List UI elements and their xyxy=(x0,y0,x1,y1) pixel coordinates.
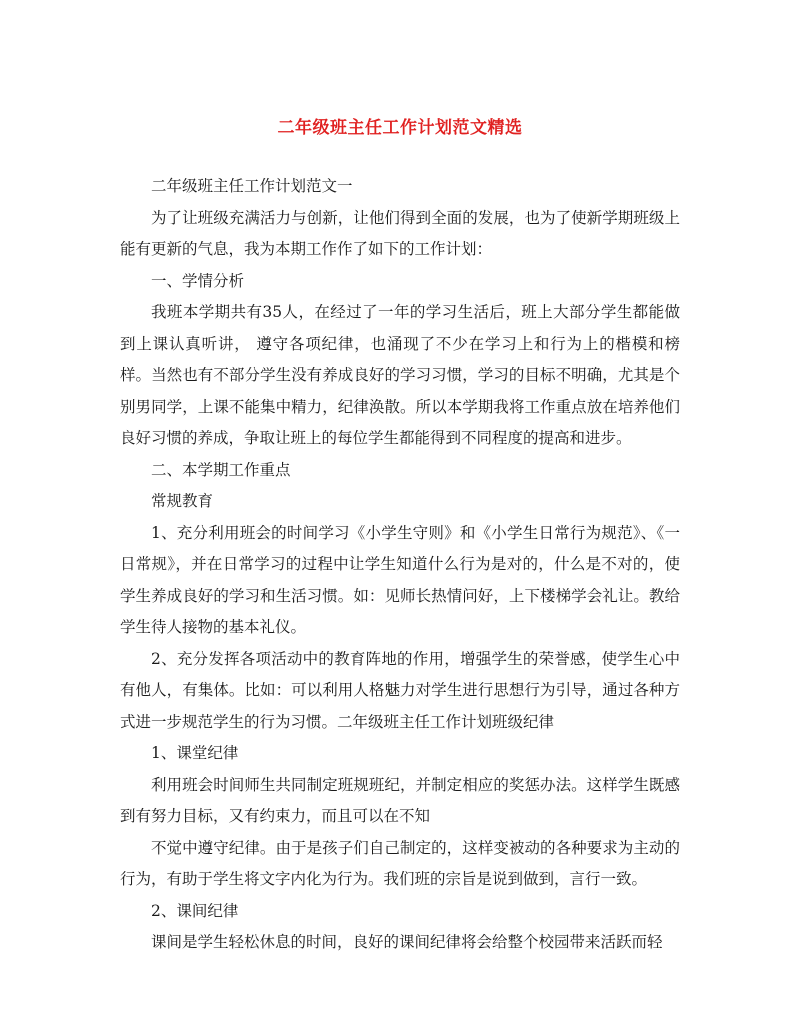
paragraph-6: 常规教育 xyxy=(151,492,214,510)
document-title: 二年级班主任工作计划范文精选 xyxy=(277,118,523,138)
paragraph-9: 1、课堂纪律 xyxy=(151,744,239,762)
paragraph-2: 为了让班级充满活力与创新，让他们得到全面的发展，也为了使新学期班级上能有更新的气息，我为本期工作作了如下的工作计划： xyxy=(120,208,680,258)
paragraph-13: 课间是学生轻松休息的时间，良好的课间纪律将会给整个校园带来活跃而轻 xyxy=(151,933,663,951)
paragraph-7: 1、充分利用班会的时间学习《小学生守则》和《小学生日常行为规范》、《一日常规》，并在日常学习的过程中让学生知道什么行为是对的，什么是不对的，使学生养成良好的学习和生活习惯。如：见师长热情问好，上下楼梯学会礼让。教给学生待人接物的基本礼仪。 xyxy=(120,523,680,636)
paragraph-12: 2、课间纪律 xyxy=(151,901,239,920)
paragraph-1: 二年级班主任工作计划范文一 xyxy=(151,177,353,195)
paragraph-5: 二、本学期工作重点 xyxy=(151,460,291,479)
paragraph-4: 我班本学期共有35人，在经过了一年的学习生活后，班上大部分学生都能做到上课认真听讲， 遵守各项纪律，也涌现了不少在学习上和行为上的楷模和榜样。当然也有不部分学生没有养成良好的学习习惯，学习的目标不明确，尤其是个别男同学，上课不能集中精力，纪律涣散。所以本学期我将工作重点放在培养他们良好习惯的养成，争取让班上的每位学生都能得到不同程度的提高和进步。 xyxy=(120,303,680,447)
paragraph-8: 2、充分发挥各项活动中的教育阵地的作用，增强学生的荣誉感，使学生心中有他人，有集体。比如：可以利用人格魅力对学生进行思想行为引导，通过各种方式进一步规范学生的行为习惯。二年级班主任工作计划班级纪律 xyxy=(120,649,680,731)
paragraph-10: 利用班会时间师生共同制定班规班纪，并制定相应的奖惩办法。这样学生既感到有努力目标，又有约束力，而且可以在不知 xyxy=(120,775,680,825)
paragraph-11: 不觉中遵守纪律。由于是孩子们自己制定的，这样变被动的各种要求为主动的行为，有助于学生将文字内化为行为。我们班的宗旨是说到做到，言行一致。 xyxy=(120,838,680,888)
paragraph-3: 一、学情分析 xyxy=(151,271,245,290)
document-body xyxy=(120,171,680,959)
